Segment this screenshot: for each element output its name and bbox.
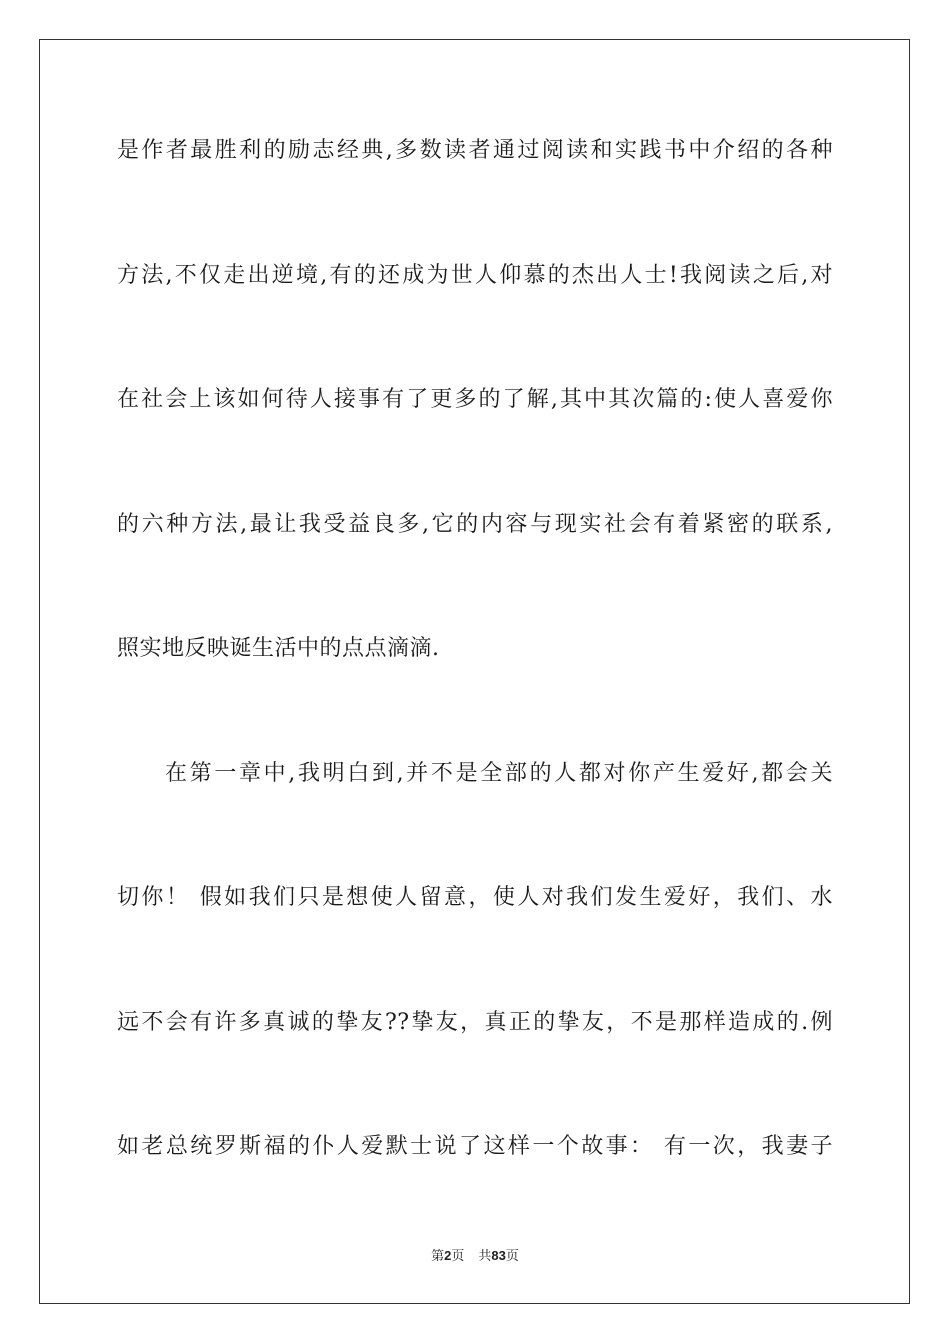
- page-suffix: 页: [451, 1249, 465, 1264]
- paragraph-2-line-4: 如老总统罗斯福的仆人爱默士说了这样一个故事： 有一次，我妻子: [117, 1134, 833, 1159]
- text-line-1: 是作者最胜利的励志经典,多数读者通过阅读和实践书中介绍的各种: [117, 138, 833, 163]
- paragraph-2-line-2: 切你！ 假如我们只是想使人留意，使人对我们发生爱好，我们、水: [117, 885, 833, 910]
- text-line-3: 在社会上该如何待人接事有了更多的了解,其中其次篇的:使人喜爱你: [117, 387, 833, 412]
- total-prefix: 共: [478, 1249, 492, 1264]
- page-prefix: 第: [431, 1249, 445, 1264]
- text-line-5: 照实地反映诞生活中的点点滴滴.: [117, 636, 440, 661]
- text-line-2: 方法,不仅走出逆境,有的还成为世人仰慕的杰出人士!我阅读之后,对: [117, 263, 833, 288]
- paragraph-2-line-3: 远不会有许多真诚的挚友??挚友，真正的挚友，不是那样造成的.例: [117, 1010, 833, 1035]
- paragraph-2-line-1: 在第一章中,我明白到,并不是全部的人都对你产生爱好,都会关: [165, 761, 833, 786]
- page-border: [39, 39, 910, 1304]
- text-line-4: 的六种方法,最让我受益良多,它的内容与现实社会有着紧密的联系,: [117, 512, 833, 537]
- page-total: 83: [491, 1248, 506, 1263]
- page-footer: [0, 1247, 950, 1266]
- page-current: 2: [444, 1248, 452, 1263]
- total-suffix: 页: [505, 1249, 519, 1264]
